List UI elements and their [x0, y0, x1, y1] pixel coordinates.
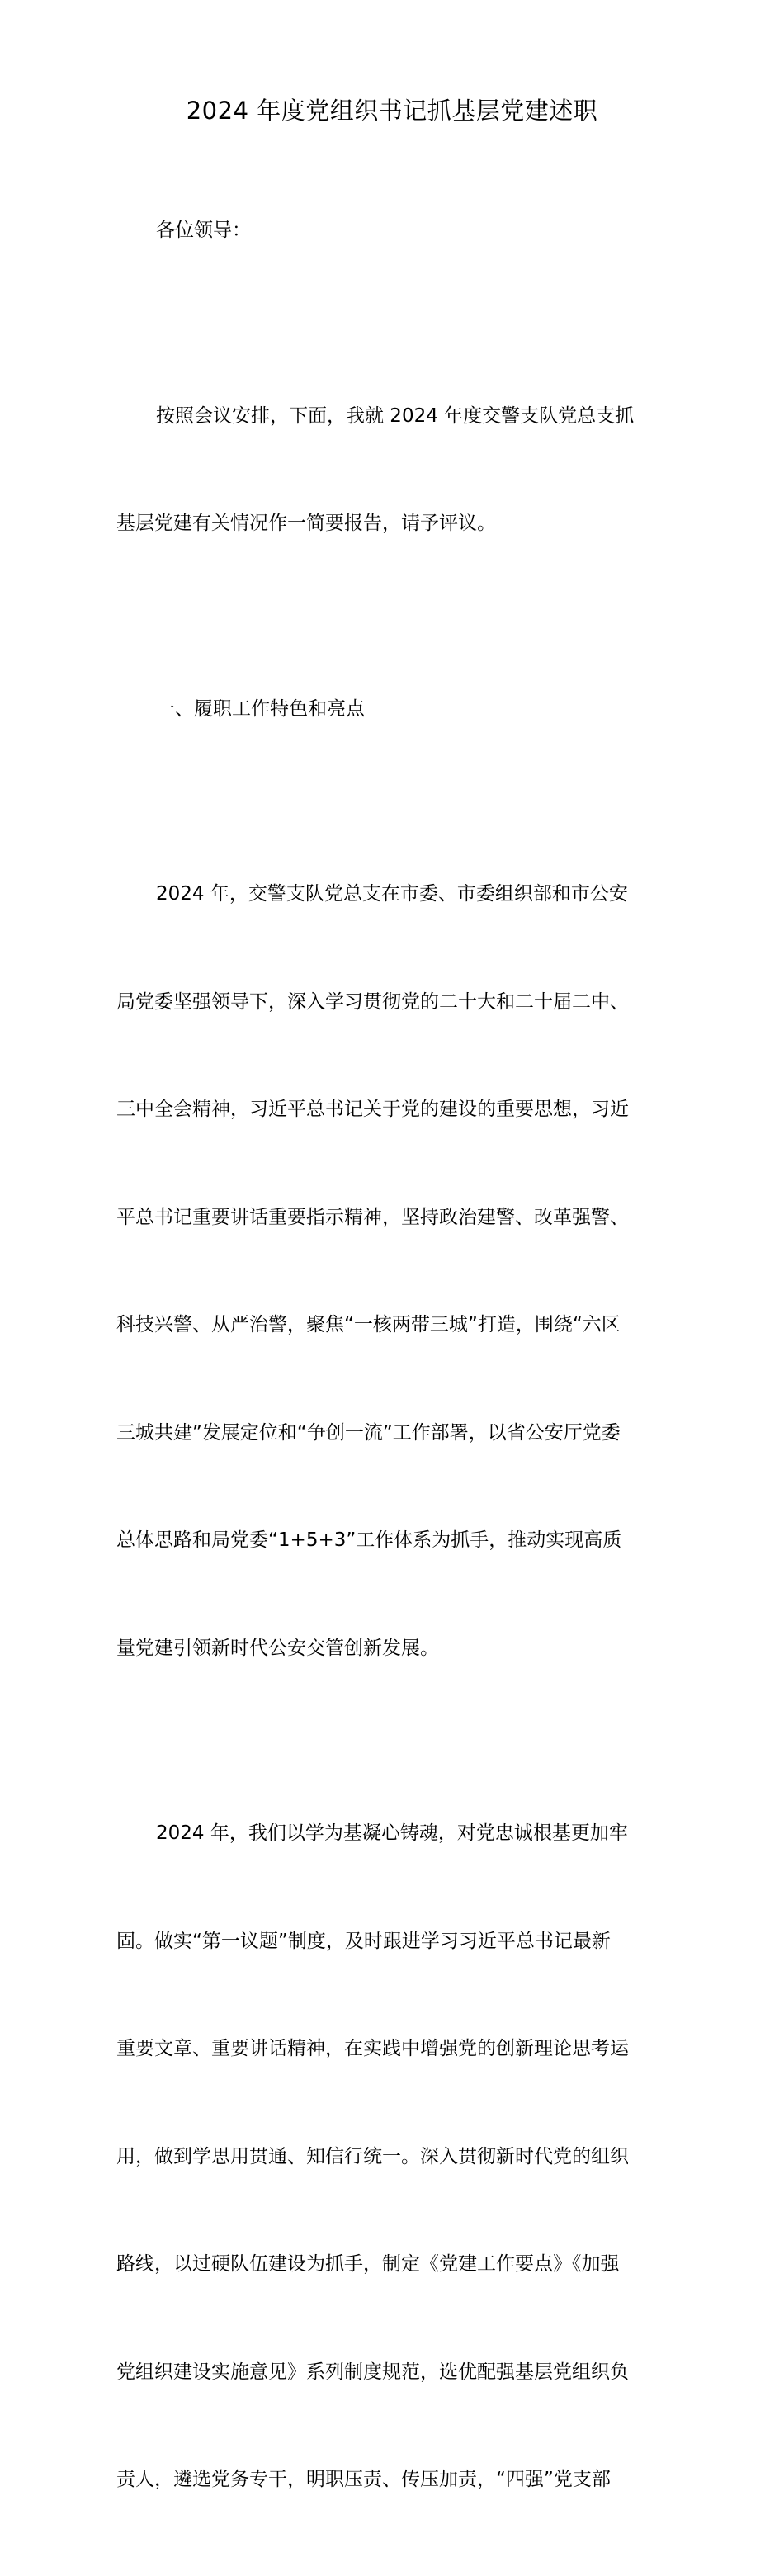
- text-line: 按照会议安排，下面，我就 2024 年度交警支队党总支抓: [156, 404, 635, 427]
- text-line: 平总书记重要讲话重要指示精神，坚持政治建警、改革强警、: [116, 1206, 629, 1228]
- text-line: 三城共建”发展定位和“争创一流”工作部署，以省公安厅党委: [116, 1421, 621, 1444]
- text-line: 一、履职工作特色和亮点: [156, 697, 365, 720]
- document-title: 2024 年度党组织书记抓基层党建述职: [186, 97, 598, 125]
- text-line: 基层党建有关情况作一简要报告，请予评议。: [116, 513, 496, 534]
- text-line: 固。做实“第一议题”制度，及时跟进学习习近平总书记最新: [116, 1930, 611, 1952]
- paragraph-intro: [116, 327, 671, 614]
- text-line: 路线，以过硬队伍建设为抓手，制定《党建工作要点》《加强: [116, 2253, 620, 2275]
- text-line: 总体思路和局党委“1+5+3”工作体系为抓手，推动实现高质: [116, 1529, 622, 1551]
- text-line: 责人，遴选党务专干，明职压责、传压加责，“四强”党支部: [116, 2469, 611, 2490]
- text-line: 各位领导：: [156, 220, 251, 241]
- text-line: 量党建引领新时代公安交管创新发展。: [116, 1637, 439, 1659]
- text-line: 重要文章、重要讲话精神，在实践中增强党的创新理论思考运: [116, 2038, 629, 2059]
- text-line: 用，做到学思用贯通、知信行统一。深入贯彻新时代党的组织: [116, 2145, 629, 2167]
- paragraph-study: [116, 1744, 671, 2570]
- text-line: 2024 年，我们以学为基凝心铸魂，对党忠诚根基更加牢: [156, 1822, 628, 1844]
- paragraph-overview: [116, 805, 671, 1738]
- salutation: [116, 141, 671, 321]
- text-line: 2024 年，交警支队党总支在市委、市委组织部和市公安: [156, 883, 628, 905]
- section-heading: [116, 620, 671, 800]
- text-line: 党组织建设实施意见》系列制度规范，选优配强基层党组织负: [116, 2361, 629, 2383]
- document-body: [116, 141, 671, 2576]
- text-line: 三中全会精神，习近平总书记关于党的建设的重要思想，习近: [116, 1099, 629, 1120]
- text-line: 科技兴警、从严治警，聚焦“一核两带三城”打造，围绕“六区: [116, 1314, 621, 1335]
- text-line: 局党委坚强领导下，深入学习贯彻党的二十大和二十届二中、: [116, 990, 629, 1013]
